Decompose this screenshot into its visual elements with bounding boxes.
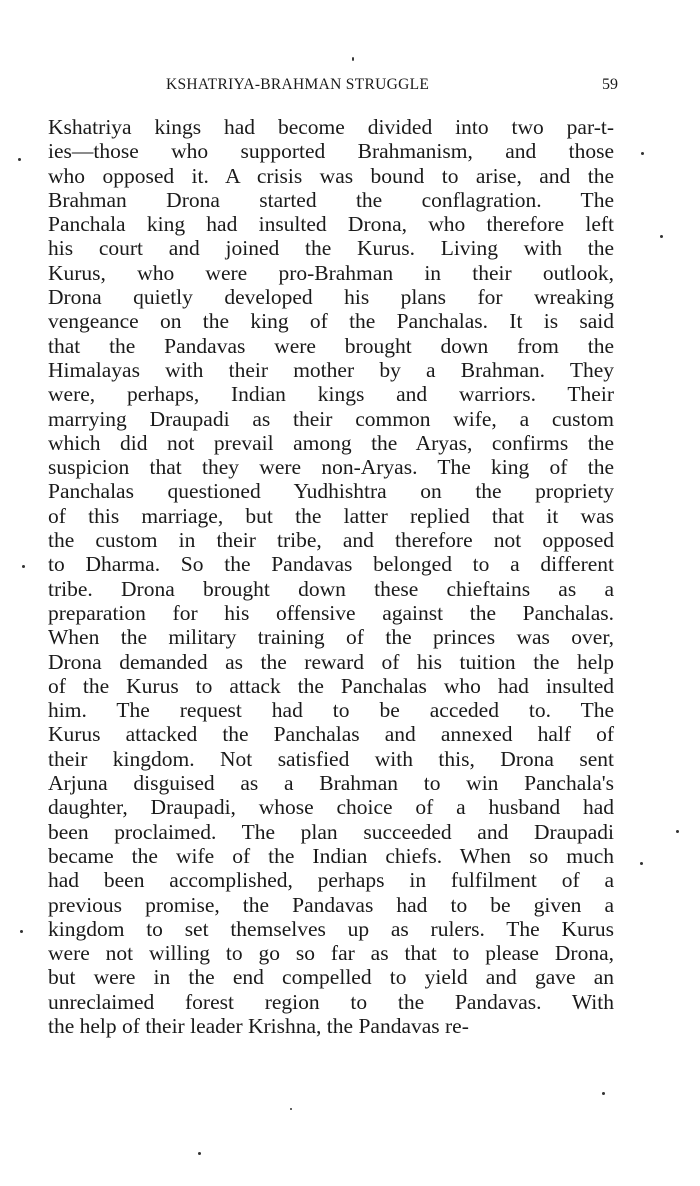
- text-line: previous promise, the Pandavas had to be given a: [48, 892, 614, 917]
- text-line: him. The request had to be acceded to. The: [48, 698, 614, 723]
- scan-speck: [641, 152, 644, 155]
- text-line: tribe. Drona brought down these chieftains as a: [48, 576, 614, 601]
- text-line: of the Kurus to attack the Panchalas who had insulted: [48, 673, 614, 698]
- scan-speck: [602, 1092, 605, 1095]
- running-title: KSHATRIYA-BRAHMAN STRUGGLE: [166, 76, 430, 93]
- scan-speck: [352, 57, 354, 61]
- text-line: were, perhaps, Indian kings and warriors. Their: [48, 382, 614, 407]
- text-line: preparation for his offensive against the Panchalas.: [48, 600, 614, 625]
- text-line: Panchala king had insulted Drona, who therefore left: [48, 212, 614, 237]
- text-line: Kshatriya kings had become divided into two par-t-: [48, 115, 614, 139]
- page-number: 59: [602, 76, 618, 93]
- text-line: kingdom to set themselves up as rulers. The Kurus: [48, 916, 614, 941]
- text-line: the custom in their tribe, and therefore not opposed: [48, 528, 614, 553]
- text-line: his court and joined the Kurus. Living with the: [48, 236, 614, 261]
- text-line: which did not prevail among the Aryas, confirms the: [48, 430, 614, 455]
- text-line: unreclaimed forest region to the Pandavas. With: [48, 989, 614, 1014]
- text-line: Himalayas with their mother by a Brahman. They: [48, 357, 614, 382]
- scan-speck: [640, 862, 643, 865]
- text-line: suspicion that they were non-Aryas. The king of the: [48, 455, 614, 480]
- text-line: Panchalas questioned Yudhishtra on the propriety: [48, 479, 614, 504]
- running-header: [48, 76, 620, 100]
- scan-speck: [22, 565, 25, 568]
- text-line: became the wife of the Indian chiefs. When so much: [48, 843, 614, 868]
- text-line: daughter, Draupadi, whose choice of a husband had: [48, 795, 614, 820]
- text-line: Drona demanded as the reward of his tuition the help: [48, 649, 614, 674]
- text-line: been proclaimed. The plan succeeded and Draupadi: [48, 819, 614, 844]
- text-line: had been accomplished, perhaps in fulfilment of a: [48, 868, 614, 893]
- text-line: Arjuna disguised as a Brahman to win Panchala's: [48, 771, 614, 796]
- text-line: the help of their leader Krishna, the Pandavas re-: [48, 1013, 469, 1038]
- text-line: were not willing to go so far as that to please Drona,: [48, 941, 614, 966]
- scan-speck: [676, 830, 679, 833]
- text-line: that the Pandavas were brought down from the: [48, 333, 614, 358]
- text-line: marrying Draupadi as their common wife, a custom: [48, 406, 614, 431]
- text-line: When the military training of the princes was over,: [48, 625, 614, 650]
- text-line: of this marriage, but the latter replied that it was: [48, 503, 614, 528]
- text-line: vengeance on the king of the Panchalas. It is said: [48, 309, 614, 334]
- text-line: Brahman Drona started the conflagration. The: [48, 187, 614, 212]
- text-line: who opposed it. A crisis was bound to arise, and the: [48, 163, 614, 188]
- scan-speck: [20, 930, 23, 933]
- text-line: Kurus attacked the Panchalas and annexed half of: [48, 722, 614, 747]
- scan-speck: [198, 1152, 201, 1155]
- text-line: but were in the end compelled to yield and gave an: [48, 965, 614, 990]
- text-line: ies—those who supported Brahmanism, and those: [48, 139, 614, 164]
- text-line: Kurus, who were pro-Brahman in their outlook,: [48, 260, 614, 285]
- scan-speck: [18, 158, 21, 161]
- text-line: Drona quietly developed his plans for wreaking: [48, 285, 614, 310]
- text-line: to Dharma. So the Pandavas belonged to a different: [48, 552, 614, 577]
- body-paragraph: [48, 115, 614, 1038]
- scan-speck: [290, 1108, 292, 1110]
- text-line: their kingdom. Not satisfied with this, Drona sent: [48, 746, 614, 771]
- scan-speck: [660, 235, 663, 238]
